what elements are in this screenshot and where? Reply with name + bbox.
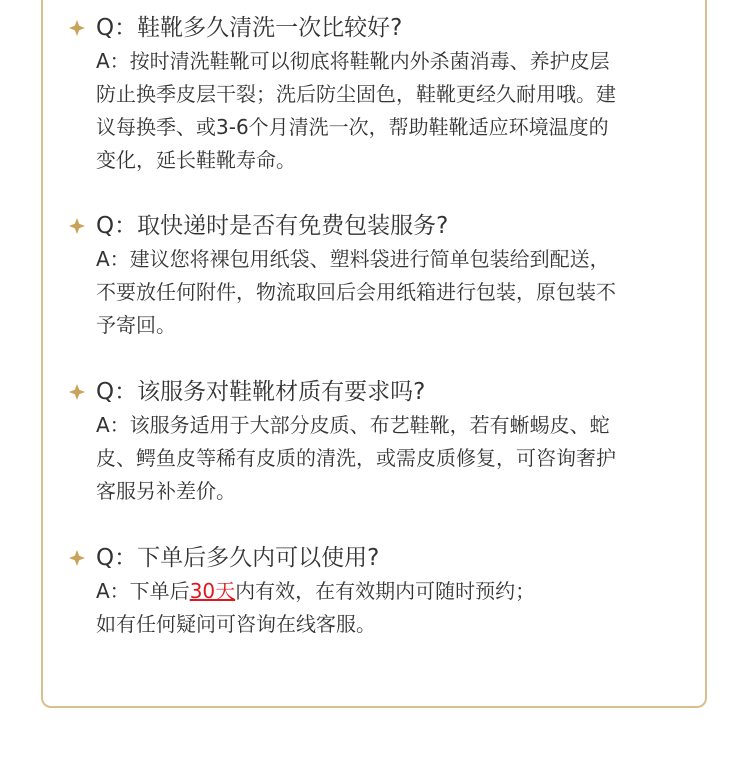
- diamond-icon: [69, 384, 85, 400]
- answer-prefix: A：下单后: [96, 579, 190, 603]
- faq-answer-line: A：按时清洗鞋靴可以彻底将鞋靴内外杀菌消毒、养护皮层: [96, 49, 610, 73]
- faq-answer-line: 议每换季、或3-6个月清洗一次，帮助鞋靴适应环境温度的: [96, 115, 609, 139]
- faq-answer-line: A：建议您将裸包用纸袋、塑料袋进行简单包装给到配送，: [96, 247, 610, 271]
- faq-item-1: [66, 11, 686, 177]
- faq-answer-line: [96, 575, 686, 608]
- validity-highlight: 30天: [189, 579, 236, 603]
- diamond-icon: [69, 20, 85, 36]
- faq-question: Q：鞋靴多久清洗一次比较好?: [96, 15, 403, 41]
- faq-answer-line: 如有任何疑问可咨询在线客服。: [96, 612, 376, 636]
- faq-answer: [96, 575, 686, 641]
- answer-suffix: 内有效，在有效期内可随时预约；: [235, 579, 536, 603]
- faq-answer: [96, 45, 686, 177]
- faq-answer-line: 不要放任何附件，物流取回后会用纸箱进行包装，原包装不: [96, 280, 616, 304]
- faq-question-row: [66, 11, 686, 45]
- faq-question-row: [66, 375, 686, 409]
- diamond-icon: [69, 218, 85, 234]
- faq-item-2: [66, 209, 686, 342]
- faq-question-row: [66, 209, 686, 243]
- faq-question: Q：取快递时是否有免费包装服务?: [96, 213, 449, 239]
- faq-answer-line: 皮、鳄鱼皮等稀有皮质的清洗，或需皮质修复，可咨询奢护: [96, 446, 616, 470]
- faq-question: Q：下单后多久内可以使用?: [96, 545, 380, 571]
- faq-answer: [96, 409, 686, 508]
- faq-answer: [96, 243, 686, 342]
- faq-item-3: [66, 375, 686, 508]
- diamond-icon: [69, 550, 85, 566]
- faq-item-4: [66, 541, 686, 641]
- faq-question: Q：该服务对鞋靴材质有要求吗?: [96, 379, 426, 405]
- faq-answer-line: A：该服务适用于大部分皮质、布艺鞋靴，若有蜥蜴皮、蛇: [96, 413, 610, 437]
- faq-question-row: [66, 541, 686, 575]
- faq-answer-line: 予寄回。: [96, 313, 176, 337]
- faq-answer-line: 变化，延长鞋靴寿命。: [96, 148, 296, 172]
- faq-answer-line: 客服另补差价。: [96, 479, 236, 503]
- faq-answer-line: 防止换季皮层干裂；洗后防尘固色，鞋靴更经久耐用哦。建: [96, 82, 616, 106]
